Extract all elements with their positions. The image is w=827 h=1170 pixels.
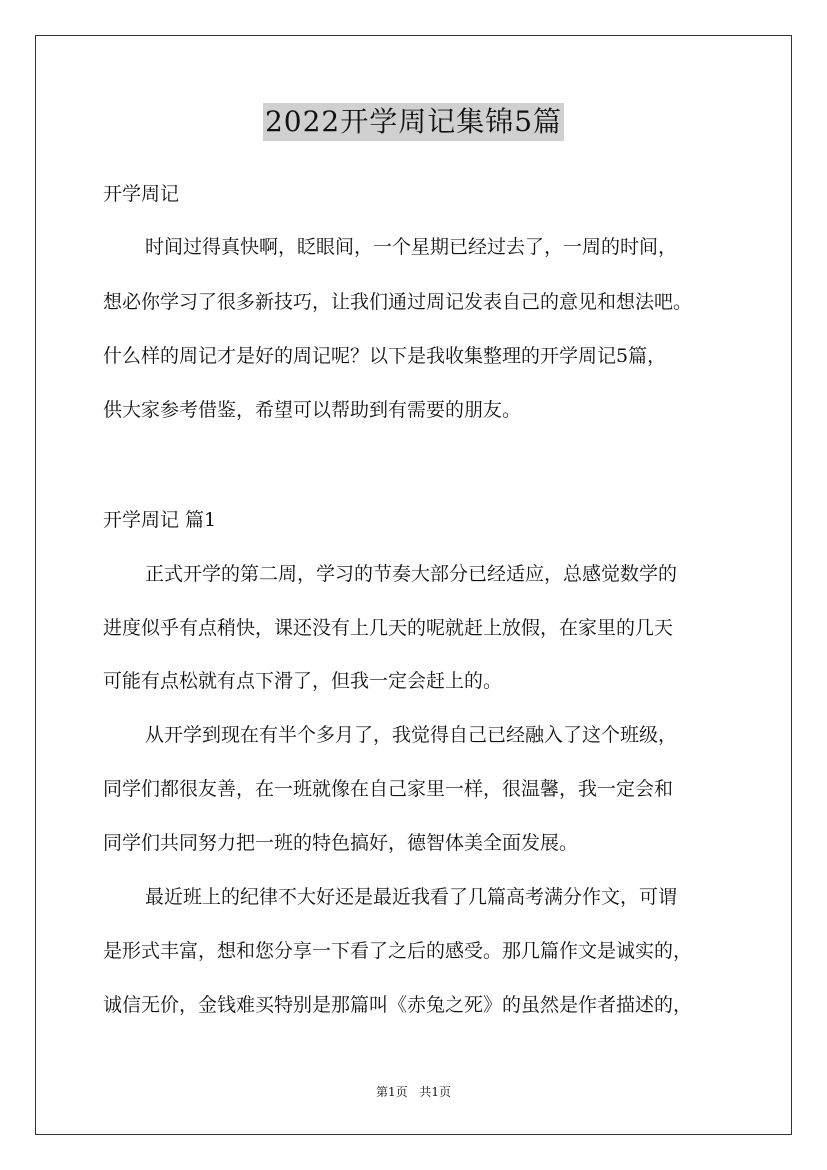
section1-line-1: 正式开学的第二周，学习的节奏大部分已经适应，总感觉数学的: [145, 563, 678, 585]
intro-line-2: 想必你学习了很多新技巧，让我们通过周记发表自己的意见和想法吧。: [103, 291, 693, 313]
section1-line-9: 诚信无价，金钱难买特别是那篇叫《赤兔之死》的虽然是作者描述的，: [103, 994, 693, 1016]
document-title: 2022开学周记集锦5篇: [263, 103, 564, 141]
section1-line-5: 同学们都很友善，在一班就像在自己家里一样，很温馨，我一定会和: [103, 778, 674, 800]
section1-line-3: 可能有点松就有点下滑了，但我一定会赶上的。: [103, 670, 503, 692]
section1-line-2: 进度似乎有点稍快，课还没有上几天的呢就赶上放假，在家里的几天: [103, 617, 674, 639]
section1-line-4: 从开学到现在有半个多月了，我觉得自己已经融入了这个班级，: [145, 724, 678, 746]
section1-line-8: 是形式丰富，想和您分享一下看了之后的感受。那几篇作文是诚实的，: [103, 940, 693, 962]
section1-line-6: 同学们共同努力把一班的特色搞好，德智体美全面发展。: [103, 832, 579, 854]
page-total: 共1页: [419, 1085, 452, 1099]
section1-line-7: 最近班上的纪律不大好还是最近我看了几篇高考满分作文，可谓: [145, 886, 678, 908]
page-number: 第1页: [375, 1085, 408, 1099]
intro-line-1: 时间过得真快啊，眨眼间，一个星期已经过去了，一周的时间，: [145, 236, 678, 258]
intro-heading: 开学周记: [103, 183, 180, 205]
page-footer: [0, 1084, 827, 1100]
intro-line-3: 什么样的周记才是好的周记呢？以下是我收集整理的开学周记5篇，: [103, 345, 667, 367]
section1-heading: 开学周记 篇1: [103, 509, 217, 531]
title-container: [0, 103, 827, 141]
intro-line-4: 供大家参考借鉴，希望可以帮助到有需要的朋友。: [103, 399, 522, 421]
